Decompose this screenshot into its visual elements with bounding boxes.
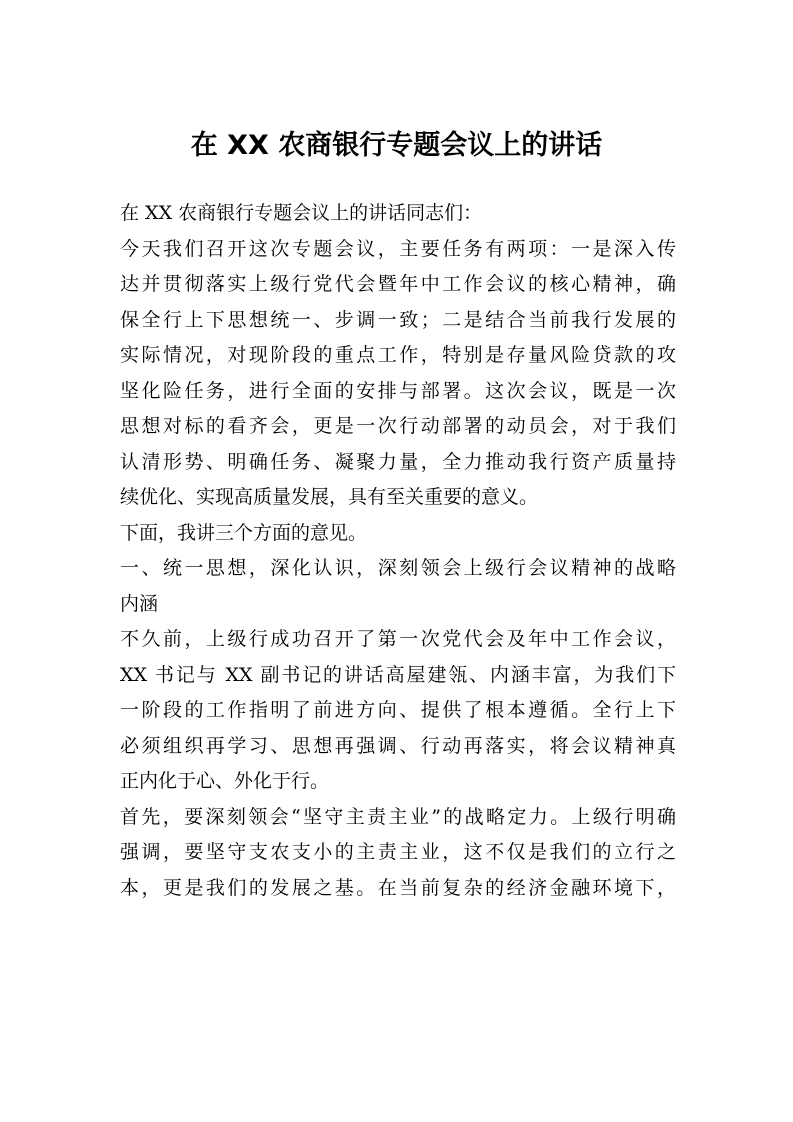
text-line: 保全行上下思想统一、步调一致；二是结合当前我行发展的 (120, 308, 676, 331)
text-line: 下面，我讲三个方面的意见。 (120, 521, 368, 544)
document-body (120, 196, 676, 906)
text-line: 不久前，上级行成功召开了第一次党代会及年中工作会议， (120, 628, 676, 650)
document-title: 在 XX 农商银行专题会议上的讲话 (190, 130, 603, 161)
text-line: 一、统一思想，深化认识，深刻领会上级行会议精神的战略 (120, 557, 676, 579)
text-line: 今天我们召开这次专题会议，主要任务有两项：一是深入传 (120, 237, 676, 260)
text-line: 必须组织再学习、思想再强调、行动再落实，将会议精神真 (120, 734, 676, 757)
text-line: 续优化、实现高质量发展，具有至关重要的意义。 (120, 486, 539, 508)
text-line: 达并贯彻落实上级行党代会暨年中工作会议的核心精神，确 (120, 273, 676, 295)
text-line: 正内化于心、外化于行。 (120, 770, 330, 792)
text-line: 认清形势、明确任务、凝聚力量，全力推动我行资产质量持 (120, 450, 676, 473)
text-line: 首先，要深刻领会“坚守主责主业”的战略定力。上级行明确 (120, 805, 676, 828)
text-line: XX 书记与 XX 副书记的讲话高屋建瓴、内涵丰富，为我们下 (120, 663, 676, 686)
text-line: 一阶段的工作指明了前进方向、提供了根本遵循。全行上下 (120, 699, 676, 721)
text-line: 实际情况，对现阶段的重点工作，特别是存量风险贷款的攻 (120, 344, 676, 366)
text-line: 在 XX 农商银行专题会议上的讲话同志们： (120, 202, 483, 224)
text-line: 坚化险任务，进行全面的安排与部署。这次会议，既是一次 (120, 379, 676, 402)
text-line: 思想对标的看齐会，更是一次行动部署的动员会，对于我们 (120, 415, 676, 437)
text-line: 内涵 (120, 592, 159, 615)
text-line: 强调，要坚守支农支小的主责主业，这不仅是我们的立行之 (120, 841, 676, 863)
text-line: 本，更是我们的发展之基。在当前复杂的经济金融环境下， (120, 876, 676, 899)
